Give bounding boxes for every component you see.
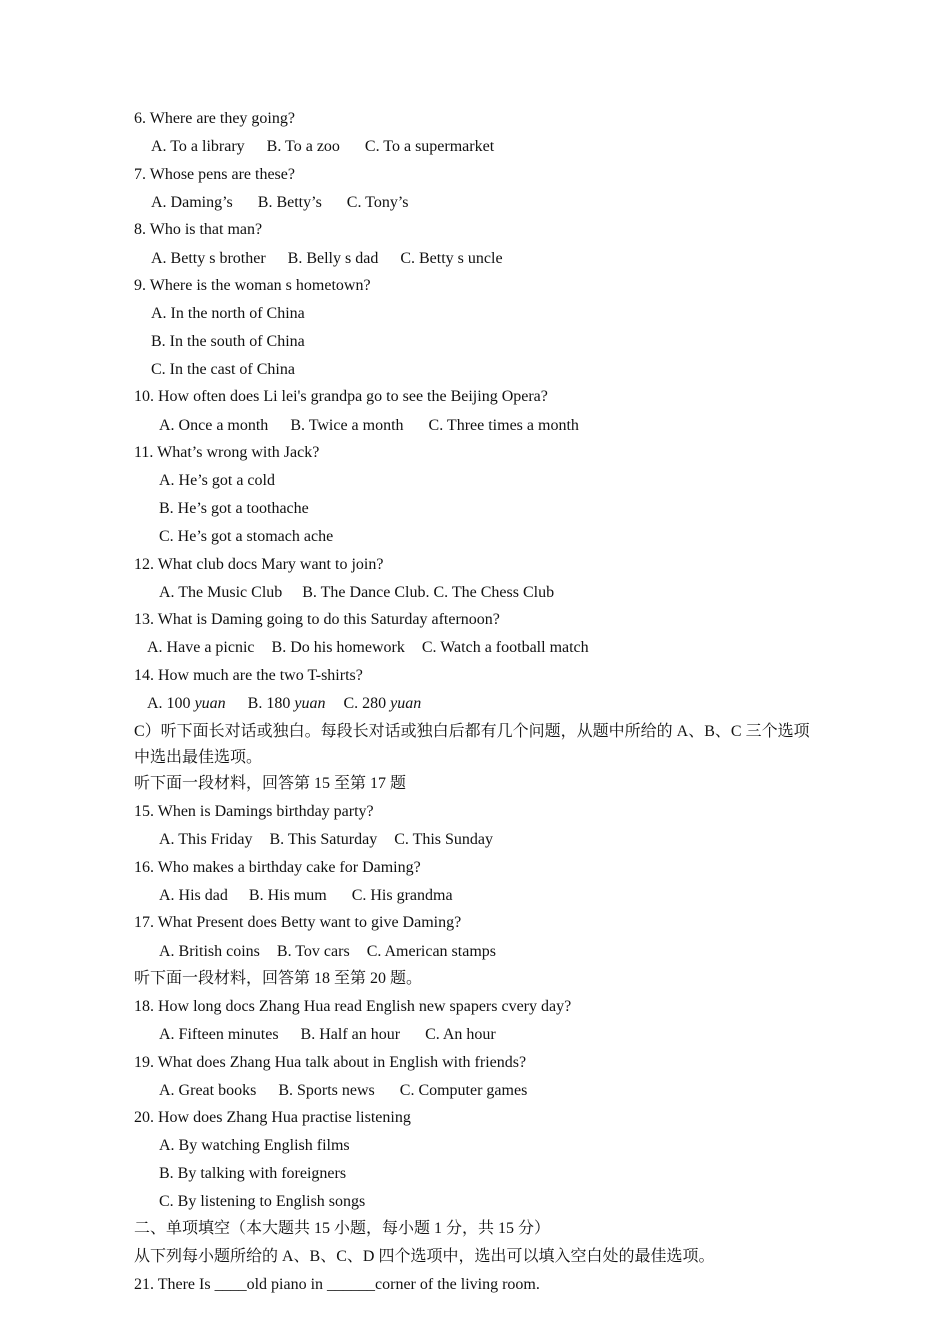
question-11-option-a: A. He’s got a cold: [159, 472, 275, 489]
question-9-option-c: C. In the cast of China: [151, 361, 295, 378]
question-6-options: [151, 137, 494, 157]
question-6-stem: 6. Where are they going?: [134, 110, 295, 127]
option-a: A. To a library: [151, 138, 245, 155]
question-9-stem: 9. Where is the woman s hometown?: [134, 277, 371, 294]
option-c: C. To a supermarket: [364, 138, 495, 155]
question-8-stem: 8. Who is that man?: [134, 221, 263, 238]
question-14-options: [147, 694, 421, 714]
option-b: B. Belly s dad: [287, 250, 379, 267]
question-15-options: [159, 830, 493, 850]
option-b: B. 180 yuan: [247, 695, 326, 712]
option-c: C. Three times a month: [428, 417, 579, 434]
question-7-stem: 7. Whose pens are these?: [134, 166, 295, 183]
question-19-stem: 19. What does Zhang Hua talk about in English with friends?: [134, 1054, 527, 1071]
question-9-option-a: A. In the north of China: [151, 305, 305, 322]
option-b: B. Twice a month: [290, 417, 404, 434]
option-b: B. Half an hour: [300, 1026, 401, 1043]
question-20-stem: 20. How does Zhang Hua practise listening: [134, 1109, 411, 1126]
option-a: A. This Friday: [159, 831, 253, 848]
option-b: B. His mum: [248, 887, 327, 904]
question-20-option-c: C. By listening to English songs: [159, 1193, 366, 1210]
option-c: C. An hour: [425, 1026, 496, 1043]
option-a: A. His dad: [159, 887, 228, 904]
option-a: A. 100 yuan: [147, 695, 226, 712]
question-14-stem: 14. How much are the two T-shirts?: [134, 667, 363, 684]
question-9-option-b: B. In the south of China: [151, 333, 305, 350]
material-heading-15-17: 听下面一段材料，回答第 15 至第 17 题: [134, 775, 407, 792]
option-a: A. Once a month: [159, 417, 269, 434]
part2-title: 二、单项填空（本大题共 15 小题，每小题 1 分，共 15 分）: [134, 1220, 551, 1237]
question-20-option-a: A. By watching English films: [159, 1137, 350, 1154]
option-c: C. His grandma: [351, 887, 453, 904]
question-15-stem: 15. When is Damings birthday party?: [134, 803, 374, 820]
option-c: C. Watch a football match: [421, 639, 589, 656]
option-b: B. Do his homework: [271, 639, 405, 656]
question-16-stem: 16. Who makes a birthday cake for Daming?: [134, 859, 421, 876]
question-11-option-c: C. He’s got a stomach ache: [159, 528, 334, 545]
option-c: C. Betty s uncle: [400, 250, 503, 267]
part2-instruction: 从下列每小题所给的 A、B、C、D 四个选项中，选出可以填入空白处的最佳选项。: [134, 1248, 715, 1265]
section-c-instruction-line2: 中选出最佳选项。: [134, 749, 263, 766]
option-c: C. Tony’s: [346, 194, 409, 211]
question-21-stem: 21. There Is ____old piano in ______corner of the living room.: [134, 1276, 540, 1293]
question-17-options: [159, 942, 496, 962]
option-c: C. 280 yuan: [343, 695, 422, 712]
option-a: A. Great books: [159, 1082, 257, 1099]
question-13-stem: 13. What is Daming going to do this Saturday afternoon?: [134, 611, 500, 628]
question-17-stem: 17. What Present does Betty want to give Daming?: [134, 914, 462, 931]
question-19-options: [159, 1081, 527, 1101]
option-b: B. Betty’s: [257, 194, 322, 211]
option-c: C. Computer games: [399, 1082, 528, 1099]
question-7-options: [151, 193, 409, 213]
option-b: B. To a zoo: [266, 138, 340, 155]
option-b: B. Tov cars: [276, 943, 350, 960]
question-8-options: [151, 249, 503, 269]
question-10-options: [159, 416, 579, 436]
question-12-options: A. The Music Club B. The Dance Club. C. The Chess Club: [159, 584, 555, 601]
question-18-stem: 18. How long docs Zhang Hua read English new spapers cvery day?: [134, 998, 572, 1015]
option-c: C. American stamps: [366, 943, 496, 960]
material-heading-18-20: 听下面一段材料，回答第 18 至第 20 题。: [134, 970, 423, 987]
option-b: B. This Saturday: [269, 831, 378, 848]
question-20-option-b: B. By talking with foreigners: [159, 1165, 347, 1182]
option-c: C. This Sunday: [394, 831, 494, 848]
option-b: B. Sports news: [278, 1082, 375, 1099]
question-10-stem: 10. How often does Li lei's grandpa go to see the Beijing Opera?: [134, 388, 548, 405]
question-13-options: [147, 638, 589, 658]
option-a: A. British coins: [159, 943, 260, 960]
option-a: A. Daming’s: [151, 194, 233, 211]
question-12-stem: 12. What club docs Mary want to join?: [134, 556, 384, 573]
option-a: A. Betty s brother: [151, 250, 266, 267]
section-c-instruction-line1: C）听下面长对话或独白。每段长对话或独白后都有几个问题，从题中所给的 A、B、C 三个选项: [134, 723, 810, 740]
option-a: A. Have a picnic: [147, 639, 255, 656]
question-11-stem: 11. What’s wrong with Jack?: [134, 444, 320, 461]
question-16-options: [159, 886, 453, 906]
option-a: A. Fifteen minutes: [159, 1026, 279, 1043]
question-11-option-b: B. He’s got a toothache: [159, 500, 309, 517]
question-18-options: [159, 1025, 496, 1045]
